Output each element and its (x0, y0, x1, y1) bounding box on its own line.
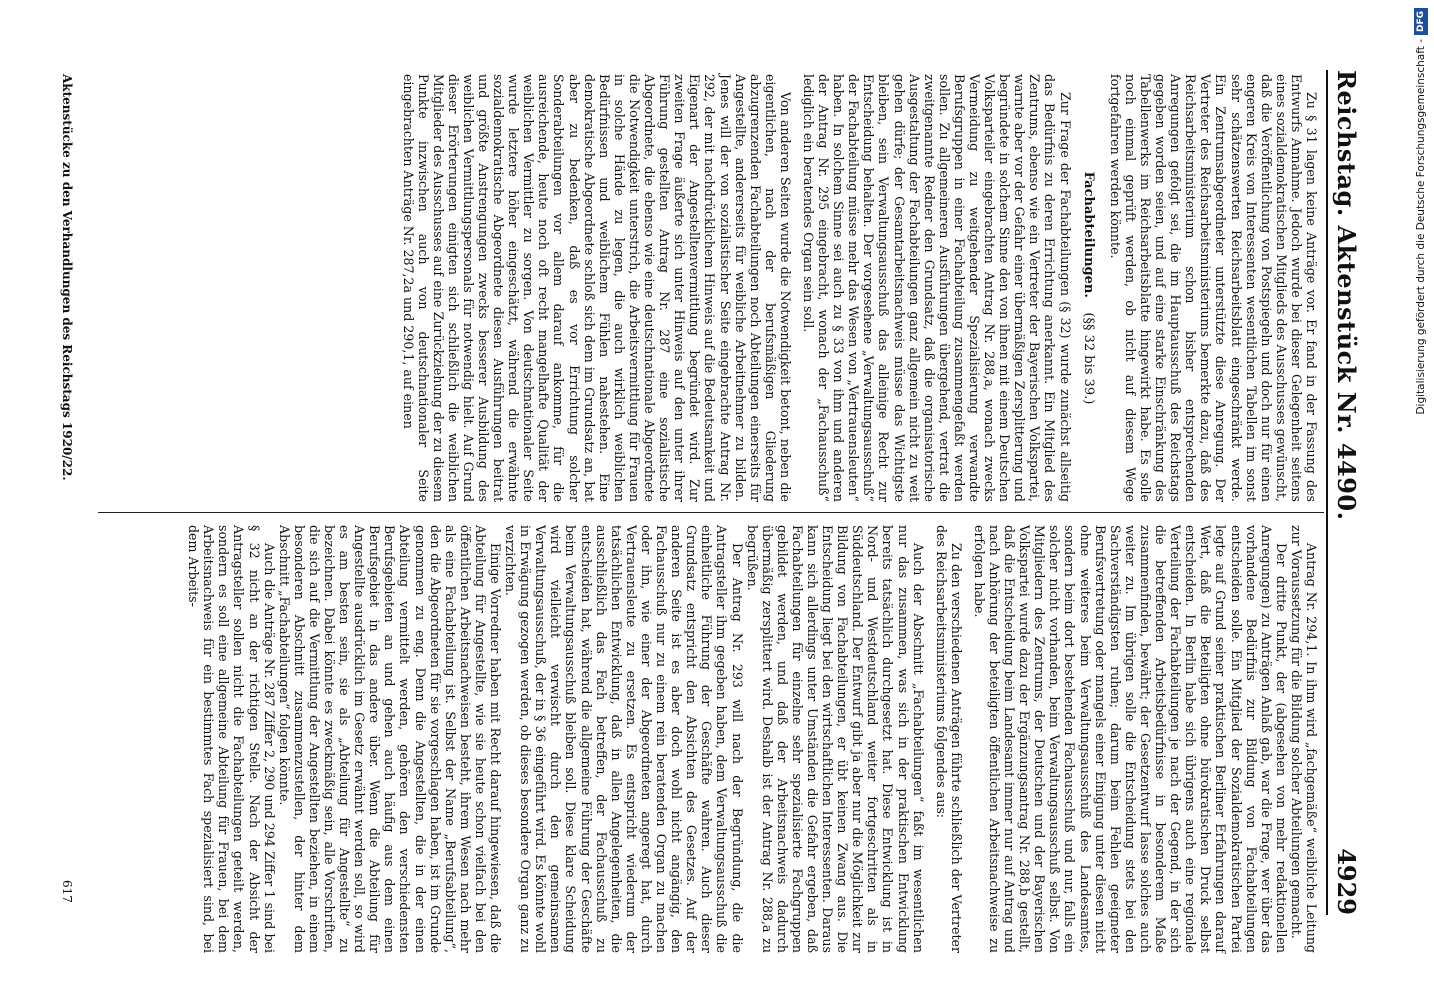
left-column (400, 74, 1319, 502)
dfg-logo: DFG (1414, 8, 1428, 35)
column-divider (98, 512, 1324, 513)
paragraph: Zu § 31 lagen keine Anträge vor. Er fand in der Fassung des Entwurfs Annahme. Jedoch wurde bei dieser Gelegenheit seitens eines sozialdemokratischen Mitglieds des Ausschusses gewünscht, daß die Veröffentlichung von Postspiegeln und doch nur für einen engeren Kreis von Interessenten wesentlichen Tabellen im sonst sehr schätzenswerten Reichsarbeitsblatt eingeschränkt werde. Ein Zentrumsabgeordneter unterstützte diese Anregung. Der Vertreter des Reichsarbeitsministeriums bemerkte dazu, daß des Reichsarbeitsministerium schon bisher entsprechenden Anregungen gefolgt sei, die im Hauptausschuß des Reichstags gegeben worden seien, und auf eine starke Einschränkung des Tabellenwerks im Reichsarbeitsblatte hingewirkt habe. Es solle noch einmal geprüft werden, ob nicht auf diesem Wege fortgefahren werden könnte. (1107, 74, 1319, 502)
paragraph: Der dritte Punkt, der (abgesehen von mehr redaktionellen Anregungen) zu Anträgen Anlaß gab, war die Frage, wer über das vorhandene Bedürfnis zur Bildung von Fachabteilungen entscheiden solle. Ein Mitglied der Sozialdemokratischen Partei legte auf Grund seiner praktischen Berliner Erfahrungen darauf Wert, daß die Beteiligten ohne bürokratischen Druck selbst entscheiden. In Berlin habe sich übrigens auch eine regionale Verteilung der Fachabteilungen je nach der Gegend, in der sich die betreffenden Arbeitsbedürfnisse in besonderem Maße zusammenfinden, bewährt; der Gesetzentwurf lasse solches auch weiter zu. Im übrigen solle die Entscheidung stets bei den Sachverständigsten ruhen; darum beim Fehlen geeigneter Berufsvertretung oder mangels einer Einigung unter diesen nicht ohne weiteres beim Verwaltungsausschuß des Landesamtes, sondern beim dort bestehenden Fachausschuß und nur, falls ein solcher nicht vorhanden, beim Verwaltungsausschuß selbst. Von Mitgliedern des Zentrums, der Deutschen und der Bayerischen Volkspartei wurde dazu der Ergänzungsantrag Nr. 288,b gestellt, daß die Entscheidung beim Landesamt immer nur auf Antrag und nach Anhörung der beteiligten öffentlichen Arbeitsnachweise zu erfolgen habe. (971, 525, 1289, 953)
paragraph: Auch der Abschnitt „Fachabteilungen“ faßt im wesentlichen nur das zusammen, was sich in der praktischen Entwicklung bereits tatsächlich durchgesetzt hat. Diese Entwicklung ist in Nord- und Westdeutschland weiter fortgeschritten als in Süddeutschland. Der Entwurf gibt ja aber nur die Möglichkeit zur Bildung von Fachabteilungen, er übt keinen Zwang aus. Die Entscheidung liegt bei den wirtschaftlichen Interessenten. Daraus kann sich allerdings unter Umständen die Gefahr ergeben, daß Fachabteilungen für einzelne sehr spezialisierte Fachgruppen gebildet werden, und daß der Arbeitsnachweis dadurch übermäßig zersplittert wird. Deshalb ist der Antrag Nr. 288,a zu begrüßen. (744, 525, 926, 953)
section-title: Fachabteilungen. (1080, 171, 1096, 298)
section-heading (1081, 74, 1096, 502)
credit-text: Digitalisierung gefördert durch die Deutsche Forschungsgemeinschaft - (1415, 39, 1427, 415)
header-title: Reichstag. Aktenstück Nr. 4490. (1332, 70, 1361, 521)
paragraph: Von anderen Seiten wurde die Notwendigkeit betont, neben die eigentlichen, nach der berufsmäßigen Gliederung abzugrenzenden Fachabteilungen noch Abteilungen einerseits für Angestellte, andererseits für weibliche Arbeitnehmer zu bilden. Jenes will der von sozialistischer Seite eingebrachte Antrag Nr. 292, der mit nachdrücklichem Hinweis auf die Bedeutsamkeit und Eigenart der Angestelltenvermittlung begründet wird. Zur zweiten Frage äußerte sich unter Hinweis auf den unter ihrer Führung gestellten Antrag Nr. 287 eine sozialistische Abgeordnete, die ebenso wie eine deutschnationale Abgeordnete die Notwendigkeit unterstrich, die Arbeitsvermittlung für Frauen in solche Hände zu legen, die auch wirklich weiblichen Bedürfnissen und weiblichem Fühlen nahestehen. Eine demokratische Abgeordnete schloß sich dem im Grundsatz an, bat aber zu bedenken, daß es vor Errichtung solcher Sonderabteilungen vor allem darauf ankomme, für die ausreichende, heute noch oft recht mangelhafte Qualität der weiblichen Vermittler zu sorgen. Von deutschnationaler Seite wurde letztere höher eingeschätzt, während die erwähnte sozialdemokratische Abgeordnete diesen Ausführungen beitrat und größte Anstrengungen zwecks besserer Ausbildung des weiblichen Vermittlungspersonals für notwendig hielt. Auf Grund dieser Erörterungen einigten sich schließlich die weiblichen Mitglieder des Ausschusses auf eine Zurückziehung der zu diesem Punkte inzwischen auch von deutschnationaler Seite eingebrachten Anträge Nr. 287,2a und 290,1, auf einen (400, 74, 793, 502)
credit-line (1412, 8, 1430, 993)
section-range: (§§ 32 bis 39.) (1080, 312, 1096, 405)
footer-note: Aktenstücke zu den Verhandlungen des Reichstags 1920/22. (60, 74, 74, 481)
running-header (1332, 70, 1372, 915)
right-column (186, 525, 1319, 953)
paragraph: Der Antrag Nr. 293 will nach der Begründung, die die Antragsteller ihm gegeben haben, dem Verwaltungsausschuß die einheitliche Führung der Geschäfte wahren. Auch dieser Grundsatz entspricht den Absichten des Gesetzes. Auf der anderen Seite ist es aber doch wohl nicht angängig, den Fachausschuß nur zu einem rein beratenden Organ zu machen oder ihn, wie einer der Abgeordneten angeregt hat, durch Vertrauensleute zu ersetzen. Es entspricht wiederum der tatsächlichen Entwicklung, daß in allen Angelegenheiten, die ausschließlich das Fach betreffen, der Fachausschuß zu entscheiden hat, während die allgemeine Führung der Geschäfte beim Verwaltungsausschuß bleiben soll. Diese klare Scheidung wird vielleicht verwischt durch den gemeinsamen Verwaltungsausschuß, der in § 36 eingeführt wird. Es könnte wohl in Erwägung gezogen werden, ob dieses besondere Organ ganz zu verzichten. (503, 525, 745, 953)
paragraph: Einige Vorredner haben mit Recht darauf hingewiesen, daß die Abteilung für Angestellte, wie sie heute schon vielfach bei den öffentlichen Arbeitsnachweisen besteht, ihrem Wesen nach mehr als eine Fachabteilung ist. Selbst der Name „Berufsabteilung“, den die Abgeordneten für sie vorgeschlagen haben, ist im Grunde genommen zu eng. Denn die Angestellten, die in der einen Abteilung vermittelt werden, gehören den verschiedensten Berufsgebieten an und gehen auch häufig aus dem einen Berufsgebiet in das andere über. Wenn die Abteilung für Angestellte ausdrücklich im Gesetz erwähnt werden soll, so wird es am besten sein, sie als „Abteilung für Angestellte“ zu bezeichnen. Dabei könnte es zweckmäßig sein, alle Vorschriften, die sich auf die Vermittlung der Angestellten beziehen, in einem besonderen Abschnitt zusammenzustellen, der hinter dem Abschnitt „Fachabteilungen“ folgen könnte. (276, 525, 504, 953)
page-signature: 617 (60, 880, 74, 903)
paragraph: Zu den verschiedenen Anträgen führte schließlich der Vertreter des Reichsarbeitsministeriums folgendes aus: (933, 525, 964, 953)
paragraph: Antrag Nr. 294,1. In ihm wird „fachgemäße“ weibliche Leitung zur Voraussetzung für die Bildung solcher Abteilungen gemacht. (1288, 525, 1319, 953)
digitization-credit (1412, 8, 1430, 993)
page-number: 4929 (1332, 848, 1361, 915)
header-rule (1326, 70, 1328, 915)
paragraph: Zur Frage der Fachabteilungen (§ 32) wurde zunächst allseitig das Bedürfnis zu deren Errichtung anerkannt. Ein Mitglied des Zentrums, ebenso wie ein Vertreter der Bayerischen Volkspartei, warnte aber vor der Gefahr einer übermäßigen Zersplitterung und begründete in solchem Sinne den von ihnen mit einem Deutschen Volksparteiler eingebrachten Antrag Nr. 288,a, wonach zwecks Vermeidung zu weitgehender Spezialisierung verwandte Berufsgruppen in einer Fachabteilung zusammengefaßt werden sollen. Zu allgemeineren Ausführungen übergehend, vertrat die zweitgenannte Redner den Grundsatz, daß die organisatorische Ausgestaltung der Fachabteilungen ganz allgemein nicht zu weit gehen dürfe; der Gesamtarbeitsnachweis müsse das Wichtigste bleiben, sein Verwaltungsausschuß das alleinige Recht zur Entscheidung behalten. Der vorgesehene „Verwaltungsausschuß“ der Fachabteilung müsse mehr das Wesen von „Vertrauensleuten“ haben. In solchem Sinne sei auch zu § 33 von ihm und anderen der Antrag Nr. 295 eingebracht, wonach der „Fachausschuß“ lediglich ein beratendes Organ sein soll. (801, 74, 1073, 502)
paragraph: Auch die Anträge Nr. 287 Ziffer 2, 290 und 294 Ziffer 1 sind bei § 32 nicht an der richtigen Stelle. Nach der Absicht der Antragsteller sollen nicht die Fachabteilungen geteilt werden, sondern es soll eine allgemeine Abteilung für Frauen, bei dem Arbeitsnachweis für ein bestimmtes Fach spezialisiert sind, bei dem Arbeits- (186, 525, 277, 953)
